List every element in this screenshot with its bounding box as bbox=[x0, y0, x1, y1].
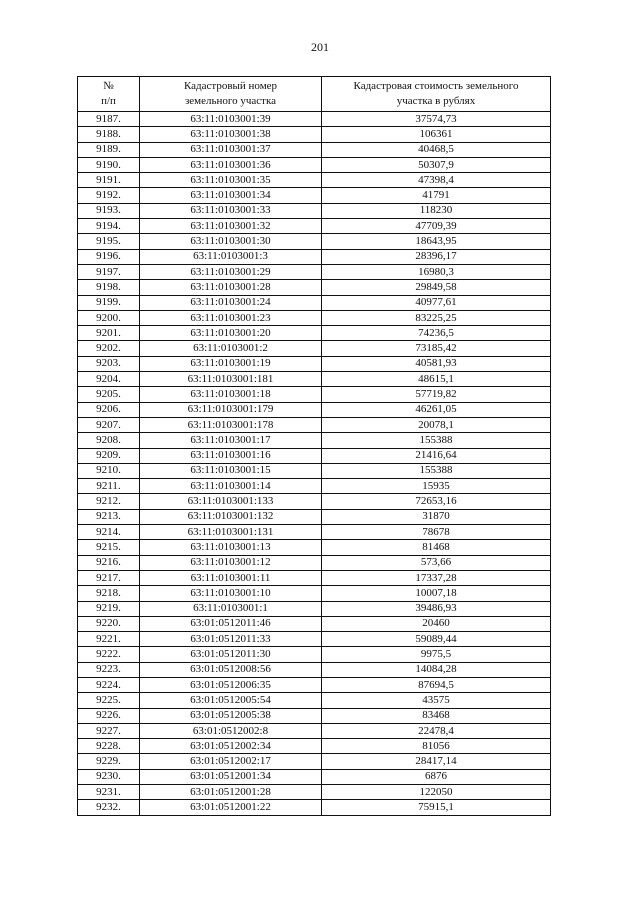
cadastral-value-cell: 17337,28 bbox=[322, 570, 551, 585]
cadastral-value-cell: 15935 bbox=[322, 479, 551, 494]
cadastral-value-cell: 37574,73 bbox=[322, 112, 551, 127]
table-row bbox=[78, 326, 551, 341]
cadastral-value-cell: 46261,05 bbox=[322, 402, 551, 417]
cadastral-value-cell: 18643,95 bbox=[322, 234, 551, 249]
cadastral-number-cell: 63:11:0103001:3 bbox=[140, 249, 322, 264]
cadastral-number-cell: 63:11:0103001:30 bbox=[140, 234, 322, 249]
cadastral-number-cell: 63:01:0512001:34 bbox=[140, 769, 322, 784]
row-number-cell: 9193. bbox=[78, 203, 140, 218]
row-number-cell: 9208. bbox=[78, 433, 140, 448]
header-cadastral-line2: земельного участка bbox=[184, 95, 277, 107]
cadastral-number-cell: 63:11:0103001:14 bbox=[140, 479, 322, 494]
cadastral-number-cell: 63:11:0103001:17 bbox=[140, 433, 322, 448]
cadastral-number-cell: 63:11:0103001:28 bbox=[140, 280, 322, 295]
table-body bbox=[78, 112, 551, 816]
page-number: 201 bbox=[311, 40, 329, 54]
cadastral-value-cell: 573,66 bbox=[322, 555, 551, 570]
cadastral-value-cell: 72653,16 bbox=[322, 494, 551, 509]
row-number-cell: 9227. bbox=[78, 723, 140, 738]
table-row bbox=[78, 632, 551, 647]
cadastral-number-cell: 63:11:0103001:178 bbox=[140, 417, 322, 432]
cadastral-number-cell: 63:11:0103001:38 bbox=[140, 127, 322, 142]
cadastral-value-cell: 81468 bbox=[322, 540, 551, 555]
header-cadastral-number bbox=[140, 77, 322, 112]
header-row bbox=[78, 77, 551, 112]
cadastral-value-cell: 73185,42 bbox=[322, 341, 551, 356]
cadastral-number-cell: 63:11:0103001:132 bbox=[140, 509, 322, 524]
cadastral-value-cell: 106361 bbox=[322, 127, 551, 142]
cadastral-value-cell: 28396,17 bbox=[322, 249, 551, 264]
row-number-cell: 9205. bbox=[78, 387, 140, 402]
cadastral-value-cell: 83225,25 bbox=[322, 310, 551, 325]
table-row bbox=[78, 173, 551, 188]
cadastral-value-cell: 75915,1 bbox=[322, 800, 551, 815]
row-number-cell: 9220. bbox=[78, 616, 140, 631]
cadastral-number-cell: 63:11:0103001:11 bbox=[140, 570, 322, 585]
table-row bbox=[78, 754, 551, 769]
cadastral-number-cell: 63:11:0103001:37 bbox=[140, 142, 322, 157]
table-row bbox=[78, 463, 551, 478]
row-number-cell: 9228. bbox=[78, 739, 140, 754]
table-row bbox=[78, 372, 551, 387]
table-row bbox=[78, 402, 551, 417]
cadastral-number-cell: 63:11:0103001:34 bbox=[140, 188, 322, 203]
cadastral-number-cell: 63:01:0512001:28 bbox=[140, 785, 322, 800]
row-number-cell: 9215. bbox=[78, 540, 140, 555]
header-cadastral-value bbox=[322, 77, 551, 112]
cadastral-value-cell: 59089,44 bbox=[322, 632, 551, 647]
row-number-cell: 9211. bbox=[78, 479, 140, 494]
cadastral-number-cell: 63:11:0103001:181 bbox=[140, 372, 322, 387]
table-row bbox=[78, 739, 551, 754]
row-number-cell: 9196. bbox=[78, 249, 140, 264]
cadastral-number-cell: 63:11:0103001:35 bbox=[140, 173, 322, 188]
row-number-cell: 9212. bbox=[78, 494, 140, 509]
cadastral-number-cell: 63:11:0103001:29 bbox=[140, 264, 322, 279]
header-value-line2: участка в рублях bbox=[396, 95, 476, 107]
cadastral-value-cell: 39486,93 bbox=[322, 601, 551, 616]
table-header bbox=[78, 77, 551, 112]
row-number-cell: 9224. bbox=[78, 677, 140, 692]
table-row bbox=[78, 555, 551, 570]
cadastral-value-cell: 28417,14 bbox=[322, 754, 551, 769]
row-number-cell: 9201. bbox=[78, 326, 140, 341]
cadastral-value-cell: 6876 bbox=[322, 769, 551, 784]
cadastral-number-cell: 63:11:0103001:23 bbox=[140, 310, 322, 325]
cadastral-number-cell: 63:11:0103001:19 bbox=[140, 356, 322, 371]
cadastral-value-cell: 40468,5 bbox=[322, 142, 551, 157]
cadastral-value-cell: 47709,39 bbox=[322, 219, 551, 234]
row-number-cell: 9207. bbox=[78, 417, 140, 432]
table-row bbox=[78, 387, 551, 402]
cadastral-number-cell: 63:11:0103001:133 bbox=[140, 494, 322, 509]
cadastral-value-cell: 40581,93 bbox=[322, 356, 551, 371]
table-row bbox=[78, 479, 551, 494]
row-number-cell: 9221. bbox=[78, 632, 140, 647]
table-row bbox=[78, 280, 551, 295]
row-number-cell: 9188. bbox=[78, 127, 140, 142]
table-row bbox=[78, 234, 551, 249]
cadastral-number-cell: 63:01:0512002:34 bbox=[140, 739, 322, 754]
header-value-line1: Кадастровая стоимость земельного bbox=[353, 80, 519, 92]
cadastral-number-cell: 63:11:0103001:36 bbox=[140, 157, 322, 172]
cadastral-value-cell: 155388 bbox=[322, 433, 551, 448]
row-number-cell: 9229. bbox=[78, 754, 140, 769]
table-row bbox=[78, 494, 551, 509]
row-number-cell: 9199. bbox=[78, 295, 140, 310]
cadastral-number-cell: 63:11:0103001:20 bbox=[140, 326, 322, 341]
cadastral-value-cell: 47398,4 bbox=[322, 173, 551, 188]
table-row bbox=[78, 800, 551, 815]
cadastral-value-cell: 57719,82 bbox=[322, 387, 551, 402]
cadastral-number-cell: 63:11:0103001:16 bbox=[140, 448, 322, 463]
table-row bbox=[78, 616, 551, 631]
row-number-cell: 9230. bbox=[78, 769, 140, 784]
table-row bbox=[78, 112, 551, 127]
table-row bbox=[78, 433, 551, 448]
cadastral-value-cell: 20460 bbox=[322, 616, 551, 631]
cadastral-number-cell: 63:11:0103001:10 bbox=[140, 586, 322, 601]
table-row bbox=[78, 341, 551, 356]
cadastral-number-cell: 63:11:0103001:1 bbox=[140, 601, 322, 616]
table-row bbox=[78, 356, 551, 371]
cadastral-number-cell: 63:11:0103001:39 bbox=[140, 112, 322, 127]
header-number bbox=[78, 77, 140, 112]
table-row bbox=[78, 142, 551, 157]
cadastral-number-cell: 63:01:0512006:35 bbox=[140, 677, 322, 692]
table-row bbox=[78, 295, 551, 310]
table-row bbox=[78, 677, 551, 692]
table-row bbox=[78, 723, 551, 738]
table-row bbox=[78, 785, 551, 800]
row-number-cell: 9206. bbox=[78, 402, 140, 417]
row-number-cell: 9198. bbox=[78, 280, 140, 295]
table-row bbox=[78, 310, 551, 325]
table-row bbox=[78, 203, 551, 218]
table-row bbox=[78, 693, 551, 708]
cadastral-number-cell: 63:11:0103001:2 bbox=[140, 341, 322, 356]
cadastral-value-cell: 14084,28 bbox=[322, 662, 551, 677]
row-number-cell: 9222. bbox=[78, 647, 140, 662]
row-number-cell: 9191. bbox=[78, 173, 140, 188]
row-number-cell: 9232. bbox=[78, 800, 140, 815]
cadastral-value-cell: 74236,5 bbox=[322, 326, 551, 341]
table-row bbox=[78, 264, 551, 279]
table-row bbox=[78, 188, 551, 203]
cadastral-value-cell: 10007,18 bbox=[322, 586, 551, 601]
cadastral-number-cell: 63:01:0512005:54 bbox=[140, 693, 322, 708]
cadastral-value-cell: 16980,3 bbox=[322, 264, 551, 279]
table-row bbox=[78, 157, 551, 172]
cadastral-number-cell: 63:11:0103001:33 bbox=[140, 203, 322, 218]
row-number-cell: 9204. bbox=[78, 372, 140, 387]
row-number-cell: 9197. bbox=[78, 264, 140, 279]
row-number-cell: 9216. bbox=[78, 555, 140, 570]
table-row bbox=[78, 127, 551, 142]
header-number-line1: № bbox=[103, 80, 114, 92]
table-row bbox=[78, 662, 551, 677]
row-number-cell: 9190. bbox=[78, 157, 140, 172]
cadastral-value-cell: 81056 bbox=[322, 739, 551, 754]
cadastral-number-cell: 63:01:0512005:38 bbox=[140, 708, 322, 723]
table-row bbox=[78, 448, 551, 463]
cadastral-number-cell: 63:11:0103001:24 bbox=[140, 295, 322, 310]
cadastral-value-cell: 48615,1 bbox=[322, 372, 551, 387]
table-row bbox=[78, 570, 551, 585]
cadastral-number-cell: 63:11:0103001:13 bbox=[140, 540, 322, 555]
row-number-cell: 9187. bbox=[78, 112, 140, 127]
row-number-cell: 9219. bbox=[78, 601, 140, 616]
cadastral-value-cell: 118230 bbox=[322, 203, 551, 218]
cadastral-value-cell: 9975,5 bbox=[322, 647, 551, 662]
row-number-cell: 9218. bbox=[78, 586, 140, 601]
cadastral-number-cell: 63:11:0103001:131 bbox=[140, 525, 322, 540]
cadastral-number-cell: 63:01:0512001:22 bbox=[140, 800, 322, 815]
cadastral-value-cell: 31870 bbox=[322, 509, 551, 524]
cadastral-value-cell: 22478,4 bbox=[322, 723, 551, 738]
table-row bbox=[78, 769, 551, 784]
cadastral-value-cell: 20078,1 bbox=[322, 417, 551, 432]
cadastral-value-cell: 155388 bbox=[322, 463, 551, 478]
table-row bbox=[78, 708, 551, 723]
row-number-cell: 9225. bbox=[78, 693, 140, 708]
table-row bbox=[78, 540, 551, 555]
cadastral-number-cell: 63:01:0512002:17 bbox=[140, 754, 322, 769]
table-row bbox=[78, 417, 551, 432]
row-number-cell: 9214. bbox=[78, 525, 140, 540]
cadastral-value-cell: 78678 bbox=[322, 525, 551, 540]
row-number-cell: 9226. bbox=[78, 708, 140, 723]
row-number-cell: 9213. bbox=[78, 509, 140, 524]
cadastral-value-cell: 41791 bbox=[322, 188, 551, 203]
cadastral-number-cell: 63:01:0512011:33 bbox=[140, 632, 322, 647]
cadastral-value-table bbox=[77, 76, 551, 816]
table-row bbox=[78, 601, 551, 616]
table-row bbox=[78, 586, 551, 601]
row-number-cell: 9209. bbox=[78, 448, 140, 463]
row-number-cell: 9203. bbox=[78, 356, 140, 371]
row-number-cell: 9217. bbox=[78, 570, 140, 585]
table-row bbox=[78, 509, 551, 524]
table-row bbox=[78, 249, 551, 264]
cadastral-number-cell: 63:11:0103001:179 bbox=[140, 402, 322, 417]
row-number-cell: 9200. bbox=[78, 310, 140, 325]
cadastral-value-cell: 29849,58 bbox=[322, 280, 551, 295]
cadastral-value-cell: 50307,9 bbox=[322, 157, 551, 172]
cadastral-number-cell: 63:01:0512008:56 bbox=[140, 662, 322, 677]
row-number-cell: 9231. bbox=[78, 785, 140, 800]
table-row bbox=[78, 647, 551, 662]
row-number-cell: 9189. bbox=[78, 142, 140, 157]
cadastral-number-cell: 63:11:0103001:18 bbox=[140, 387, 322, 402]
header-number-line2: п/п bbox=[101, 95, 116, 107]
cadastral-number-cell: 63:11:0103001:15 bbox=[140, 463, 322, 478]
cadastral-value-cell: 83468 bbox=[322, 708, 551, 723]
row-number-cell: 9195. bbox=[78, 234, 140, 249]
cadastral-value-cell: 87694,5 bbox=[322, 677, 551, 692]
row-number-cell: 9194. bbox=[78, 219, 140, 234]
cadastral-value-cell: 40977,61 bbox=[322, 295, 551, 310]
header-cadastral-line1: Кадастровый номер bbox=[183, 80, 278, 92]
cadastral-value-cell: 122050 bbox=[322, 785, 551, 800]
cadastral-number-cell: 63:11:0103001:32 bbox=[140, 219, 322, 234]
table-row bbox=[78, 219, 551, 234]
row-number-cell: 9223. bbox=[78, 662, 140, 677]
cadastral-number-cell: 63:01:0512011:46 bbox=[140, 616, 322, 631]
cadastral-number-cell: 63:11:0103001:12 bbox=[140, 555, 322, 570]
cadastral-value-cell: 43575 bbox=[322, 693, 551, 708]
cadastral-value-cell: 21416,64 bbox=[322, 448, 551, 463]
table-row bbox=[78, 525, 551, 540]
row-number-cell: 9210. bbox=[78, 463, 140, 478]
cadastral-number-cell: 63:01:0512002:8 bbox=[140, 723, 322, 738]
row-number-cell: 9192. bbox=[78, 188, 140, 203]
cadastral-number-cell: 63:01:0512011:30 bbox=[140, 647, 322, 662]
row-number-cell: 9202. bbox=[78, 341, 140, 356]
